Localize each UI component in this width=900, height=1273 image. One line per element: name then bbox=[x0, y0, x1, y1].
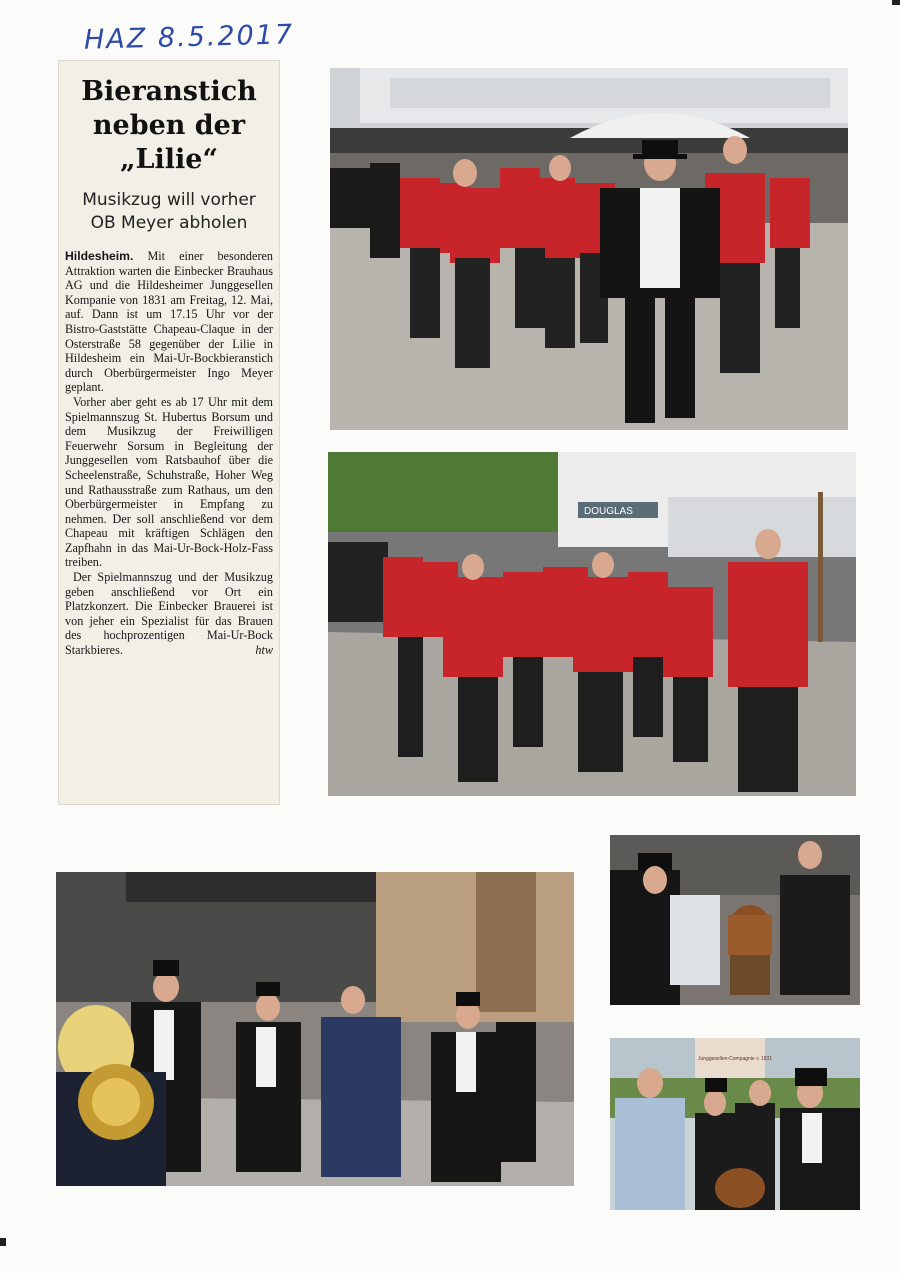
subhead-line: Musikzug will vorher bbox=[82, 190, 256, 210]
parade-conductor-illustration bbox=[330, 68, 848, 430]
subhead-line: OB Meyer abholen bbox=[90, 213, 248, 233]
paragraph-text: Mit einer besonderen Attraktion warten die Einbecker Brauhaus AG und die Hildesheimer Junggesellen Kompanie von 1831 am Freitag, 12. Mai, auf. Dann ist um 17.15 Uhr vor der Bistro-Gaststätte Chapeau-Claque in der Osterstraße 58 gegenüber der Lilie in Hildesheim ein Mai-Ur-Bockbieranstich durch Oberbürgermeister Ingo Meyer geplant. bbox=[65, 249, 274, 395]
paragraph-text: Der Spielmannszug und der Musikzug geben anschließend vor Ort ein Platzkonzert. Die Einbecker Brauerei ist von jeher ein Spezialist für das Brauen des hochprozentigen Mai-Ur-Bock Starkbieres. bbox=[65, 570, 273, 658]
barrel-tapping-illustration bbox=[610, 835, 860, 1005]
handwritten-date-note: HAZ 8.5.2017 bbox=[83, 19, 295, 56]
subheadline bbox=[65, 189, 273, 235]
photo-company-march bbox=[56, 872, 574, 1186]
toast-group-illustration bbox=[610, 1038, 860, 1210]
headline-line: „Lilie“ bbox=[120, 144, 218, 175]
headline bbox=[65, 75, 273, 177]
paragraph bbox=[65, 570, 273, 658]
scan-mark bbox=[892, 0, 900, 5]
paragraph bbox=[65, 249, 273, 395]
company-march-illustration bbox=[56, 872, 574, 1186]
article-body bbox=[65, 249, 273, 658]
paragraph: Vorher aber geht es ab 17 Uhr mit dem Spielmannszug St. Hubertus Borsum und dem Musikzug der Freiwilligen Feuerwehr Sorsum in Begleitung der Junggesellen vom Ratsbauhof über die Scheelenstraße, Schuhstraße, Hoher Weg und Rathausstraße zum Rathaus, um den Oberbürgermeister in Empfang zu nehmen. Der soll anschließend vor dem Chapeau mit kräftigen Schlägen den Zapfhahn in das Mai-Ur-Bock-Holz-Fass treiben. bbox=[65, 394, 273, 570]
dateline: Hildesheim. bbox=[65, 249, 134, 263]
photo-barrel-tapping bbox=[610, 835, 860, 1005]
scan-mark bbox=[0, 1238, 6, 1246]
headline-line: neben der bbox=[92, 110, 246, 141]
author-initials: htw bbox=[255, 643, 273, 658]
photo-toast-group bbox=[610, 1038, 860, 1210]
banner-text: Junggesellen-Compagnie v. 1831 bbox=[698, 1056, 773, 1062]
shop-sign-text: DOUGLAS bbox=[584, 506, 633, 517]
headline-line: Bieranstich bbox=[81, 76, 257, 107]
photo-marching-band bbox=[328, 452, 856, 796]
article-clipping bbox=[58, 60, 280, 805]
photo-parade-conductor bbox=[330, 68, 848, 430]
marching-band-illustration bbox=[328, 452, 856, 796]
